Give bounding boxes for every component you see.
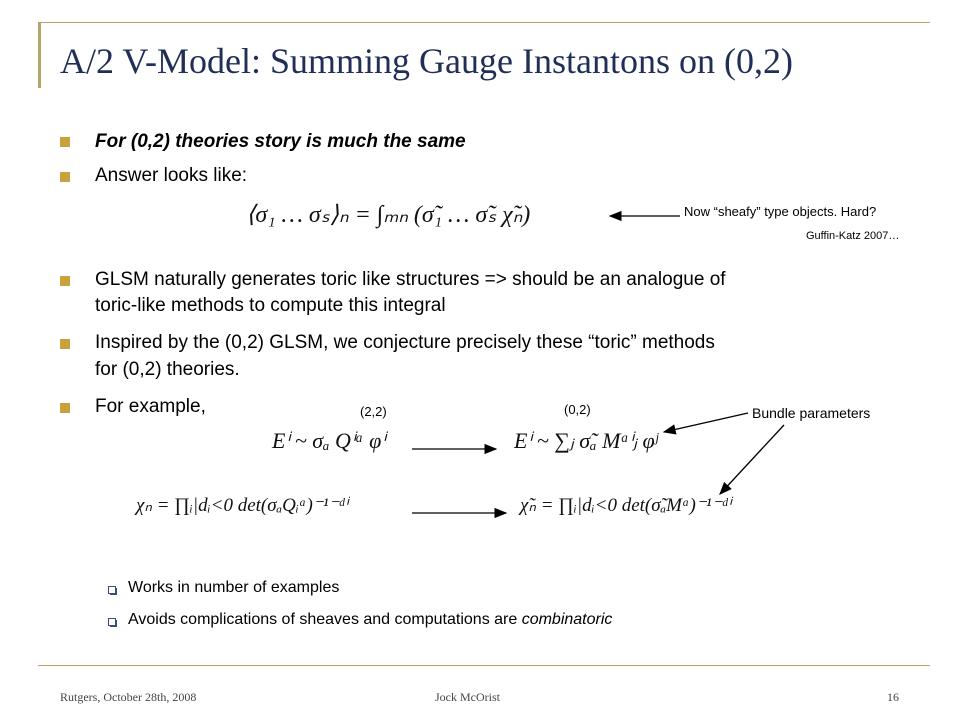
note-guffin-katz: Guffin-Katz 2007… [806,230,900,242]
sub-bullet-avoids [128,611,612,629]
sub-bullet-marker [108,618,116,626]
formula-e-22: Eⁱ ~ σₐ Qⁱᵃ φⁱ [272,428,386,453]
bullet-inspired-line2: for (0,2) theories. [95,359,240,380]
sub-bullet-marker [108,586,116,594]
footer-venue-date: Rutgers, October 28th, 2008 [60,690,197,704]
label-02: (0,2) [564,402,591,417]
formula-chi-02: χ̃ₙ = ∏ᵢ|dᵢ<0 det(σ̃ₐMᵃ)⁻¹⁻ᵈⁱ [520,495,731,516]
bullet-story: For (0,2) theories story is much the same [95,131,466,152]
arrow-bundle-to-e [664,413,748,432]
formula-e-02: Eⁱ ~ ∑ⱼ σ̃ₐ Mᵃⁱⱼ φʲ [514,428,659,453]
formula-chi-22: χₙ = ∏ᵢ|dᵢ<0 det(σₐQᵢᵃ)⁻¹⁻ᵈⁱ [136,495,348,516]
formula-correlator: ⟨σ₁ … σₛ⟩ₙ = ∫ₘₙ (σ̃₁ … σ̃ₛ χ̃ₙ) [246,202,531,228]
slide-title: A/2 V-Model: Summing Gauge Instantons on (0,2) [60,41,793,81]
bullet-example: For example, [95,396,206,417]
footer-author: Jock McOrist [435,690,500,704]
sub-bullet-avoids-emph: combinatoric [521,611,613,628]
note-sheafy: Now “sheafy” type objects. Hard? [684,204,877,219]
bullet-glsm-line1: GLSM naturally generates toric like structures => should be an analogue of [95,269,726,290]
label-22: (2,2) [360,404,387,419]
bullet-inspired-line1: Inspired by the (0,2) GLSM, we conjecture precisely these “toric” methods [95,332,715,353]
bullet-glsm-line2: toric-like methods to compute this integral [95,295,446,316]
arrow-bundle-to-chi [720,425,784,494]
footer-page-number: 16 [887,690,899,704]
bullet-answer: Answer looks like: [95,165,248,186]
sub-bullet-examples: Works in number of examples [128,579,340,596]
label-bundle-parameters: Bundle parameters [752,405,871,421]
sub-bullet-avoids-text: Avoids complications of sheaves and computations are [128,611,522,628]
